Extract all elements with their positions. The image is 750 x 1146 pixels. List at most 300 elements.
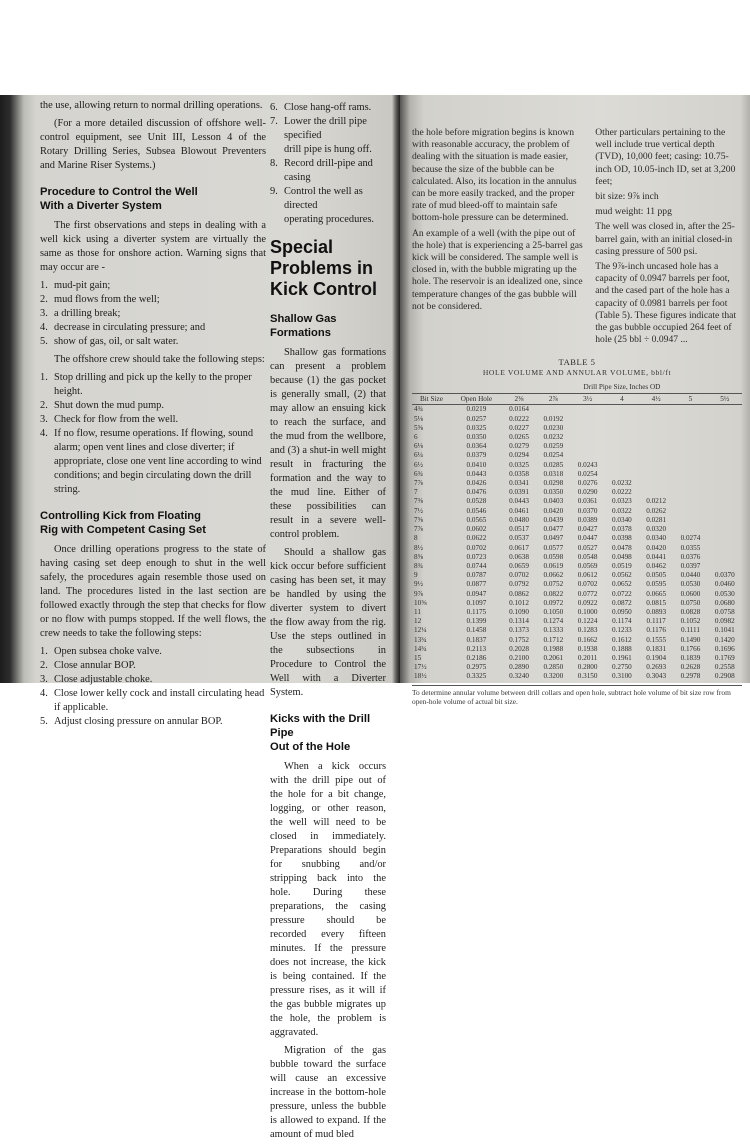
- volume-cell: 0.0361: [577, 497, 598, 506]
- list-number: 1.: [40, 372, 48, 383]
- volume-cell: 0.0355: [680, 543, 701, 552]
- list-number: 9.: [270, 186, 278, 197]
- volume-cell: 0.0192: [543, 414, 564, 423]
- continued-step-item: [270, 101, 386, 115]
- volume-cell: [708, 479, 742, 488]
- bit-size-cell: 10⅝: [414, 598, 427, 607]
- diverter-paragraph: The first observations and steps in dealing with a well kick using a diverter system are virtually the same as those for onshore action. Warning signs that may occur are -: [40, 220, 266, 273]
- volume-cell: 0.0212: [646, 497, 667, 506]
- volume-cell: 0.0723: [466, 552, 487, 561]
- volume-cell: 0.0947: [466, 589, 487, 598]
- volume-cell: [673, 424, 707, 433]
- volume-cell: 0.0828: [680, 607, 701, 616]
- volume-cell: [639, 470, 673, 479]
- volume-cell: 0.2628: [680, 663, 701, 672]
- intro-note: (For a more detailed discussion of offshore well-control equipment, see Unit III, Lesson 4 of the Rotary Drilling Series, Subsea Blowout Preventers and Marine Riser Systems.): [40, 118, 266, 171]
- list-number: 4.: [40, 428, 48, 439]
- table-row: [412, 488, 742, 497]
- list-number: 7.: [270, 116, 278, 127]
- list-number: 3.: [40, 674, 48, 685]
- bubble-migration-paragraph: the hole before migration begins is known with reasonable accuracy, the problem of dealing with the situation is made easier, because the size of the bubble can be calculated. Also, its location in the annulus can be more easily tracked, and the proper rate of mud bleed-off to maintain safe bottom-hole pressure can be determined.: [412, 127, 577, 224]
- hole-volume-table: [412, 382, 742, 681]
- volume-cell: 0.0519: [612, 561, 632, 570]
- table-row: [412, 553, 742, 562]
- volume-cell: [639, 433, 673, 442]
- volume-cell: 0.0262: [646, 506, 667, 515]
- volume-cell: 0.0265: [509, 433, 529, 442]
- bit-size-cell: 7⅜: [414, 497, 423, 506]
- floating-rig-paragraph: Once drilling operations progress to the state of having casing set deep enough to shut in the well safely, the procedures again resemble those used on land. The procedures listed in the last section are followed exactly through the step that checks for flow or no flow with pumps stopped. If the well flows, the crew needs to take the following steps:: [40, 544, 266, 639]
- volume-cell: 0.0792: [509, 580, 529, 589]
- volume-cell: 0.0877: [466, 580, 487, 589]
- floating-rig-step-item: [40, 673, 266, 687]
- volume-cell: 0.1373: [509, 626, 529, 635]
- volume-cell: [673, 470, 707, 479]
- list-text: Open subsea choke valve.: [54, 646, 162, 657]
- list-text: Record drill-pipe and casing: [284, 158, 373, 183]
- volume-cell: 0.0548: [577, 552, 598, 561]
- volume-cell: 0.0370: [577, 506, 598, 515]
- heading-line: Procedure to Control the Well: [40, 186, 198, 198]
- volume-cell: 0.0410: [466, 460, 487, 469]
- volume-cell: 0.0517: [509, 525, 529, 534]
- right-page: [400, 95, 750, 707]
- volume-cell: [605, 405, 639, 415]
- volume-cell: 0.0420: [646, 543, 667, 552]
- table-header-spacer: [412, 382, 451, 393]
- continued-steps-list: [270, 101, 386, 227]
- list-text: Shut down the mud pump.: [54, 400, 164, 411]
- volume-cell: 0.1769: [714, 653, 735, 662]
- volume-cell: 0.0325: [509, 460, 529, 469]
- volume-cell: 0.0441: [646, 552, 667, 561]
- table-row: [412, 608, 742, 617]
- list-text: Stop drilling and pick up the kelly to the proper height.: [54, 372, 252, 397]
- subheading-shallow-gas: Shallow Gas Formations: [270, 313, 337, 339]
- table-row: [412, 470, 742, 479]
- volume-cell: 0.0391: [509, 488, 529, 497]
- volume-cell: [639, 424, 673, 433]
- volume-cell: 0.0972: [543, 598, 564, 607]
- list-number: 3.: [40, 308, 48, 319]
- floating-rig-step-item: [40, 645, 266, 659]
- volume-cell: [708, 488, 742, 497]
- table-row: [412, 525, 742, 534]
- bit-size-cell: 9: [414, 571, 418, 580]
- volume-cell: [605, 451, 639, 460]
- volume-cell: [673, 525, 707, 534]
- volume-cell: 0.1612: [612, 635, 632, 644]
- volume-cell: 0.0376: [680, 552, 701, 561]
- table-column-header: 4: [605, 393, 639, 405]
- volume-cell: 0.3150: [577, 672, 598, 681]
- warning-sign-item: [40, 293, 266, 307]
- list-text: Close annular BOP.: [54, 660, 136, 671]
- right-text-columns: [412, 127, 742, 349]
- volume-cell: 0.0364: [466, 442, 487, 451]
- left-page: [0, 95, 400, 1140]
- table-title: TABLE 5: [558, 357, 596, 368]
- volume-cell: 0.2558: [714, 663, 735, 672]
- volume-cell: 0.1174: [612, 617, 632, 626]
- table-column-header: 2⅞: [536, 393, 570, 405]
- volume-cell: [605, 470, 639, 479]
- volume-cell: 0.0787: [466, 571, 487, 580]
- heading-line: Out of the Hole: [270, 741, 351, 753]
- volume-cell: [673, 507, 707, 516]
- table-footnote: To determine annular volume between drill collars and open hole, subtract hole volume of bit size row from open-hole volume of actual bit size.: [412, 685, 742, 707]
- volume-cell: 0.0358: [509, 469, 529, 478]
- table-row: [412, 654, 742, 663]
- bit-size-cell: 7: [414, 488, 418, 497]
- warning-signs-list: [40, 279, 266, 349]
- volume-cell: 0.0461: [509, 506, 529, 515]
- table-row: [412, 672, 742, 681]
- list-text: Adjust closing pressure on annular BOP.: [54, 716, 223, 727]
- volume-cell: [708, 415, 742, 424]
- volume-cell: 0.0498: [612, 552, 632, 561]
- volume-cell: 0.0322: [612, 506, 632, 515]
- volume-cell: 0.1904: [646, 653, 667, 662]
- table-row: [412, 461, 742, 470]
- volume-cell: 0.3043: [646, 672, 667, 681]
- continued-step-item: [270, 213, 386, 227]
- volume-cell: 0.1050: [543, 607, 564, 616]
- bit-size-cell: 7⅝: [414, 515, 423, 524]
- section-heading-diverter: [40, 185, 266, 213]
- volume-cell: 0.0281: [646, 515, 667, 524]
- volume-cell: 0.1012: [509, 598, 529, 607]
- bit-size-cell: 14¾: [414, 644, 427, 653]
- volume-cell: 0.0772: [577, 589, 598, 598]
- list-text: Close hang-off rams.: [284, 102, 372, 113]
- volume-cell: 0.0527: [577, 543, 598, 552]
- volume-cell: 0.0274: [680, 534, 701, 543]
- well-particulars-paragraph: Other particulars pertaining to the well include true vertical depth (TVD), 10,000 feet; casing: 10.75-inch OD, 10.05-inch ID, set at 3,200 feet;: [595, 127, 736, 187]
- drill-pipe-out-paragraph-2: Migration of the gas bubble toward the surface will cause an excessive increase in the bottom-hole pressure, unless the bubble is allowed to expand. If the amount of mud bled: [270, 1045, 386, 1140]
- volume-cell: [639, 415, 673, 424]
- volume-cell: 0.0222: [509, 414, 529, 423]
- volume-cell: 0.0665: [646, 589, 667, 598]
- table-row: [412, 516, 742, 525]
- volume-cell: 0.0257: [466, 414, 487, 423]
- book-photo: [0, 95, 750, 1140]
- table-row: [412, 424, 742, 433]
- volume-cell: [708, 442, 742, 451]
- bit-size-cell: 6¼: [414, 451, 423, 460]
- table-column-header: 4½: [639, 393, 673, 405]
- table-header-row: [412, 393, 742, 405]
- volume-cell: 0.1458: [466, 626, 487, 635]
- volume-cell: 0.0232: [612, 479, 632, 488]
- volume-cell: 0.1176: [646, 626, 666, 635]
- list-number: 2.: [40, 660, 48, 671]
- volume-cell: 0.0318: [543, 469, 564, 478]
- volume-cell: 0.1831: [646, 644, 667, 653]
- bit-size-cell: 9⅞: [414, 589, 423, 598]
- list-number: 8.: [270, 158, 278, 169]
- table-row: [412, 544, 742, 553]
- bit-size-cell: 8¾: [414, 561, 423, 570]
- volume-cell: [673, 415, 707, 424]
- volume-cell: 0.0290: [577, 488, 598, 497]
- list-text: mud flows from the well;: [54, 294, 160, 305]
- volume-cell: 0.0443: [509, 497, 529, 506]
- list-text: Control the well as directed: [284, 186, 363, 211]
- volume-cell: 0.0370: [714, 571, 735, 580]
- volume-cell: 0.0477: [543, 525, 564, 534]
- bit-size-cell: 6⅛: [414, 442, 423, 451]
- warning-sign-item: [40, 321, 266, 335]
- bit-size-cell: 5⅝: [414, 423, 423, 432]
- volume-cell: 0.1333: [543, 626, 564, 635]
- bit-size-cell: 6: [414, 433, 418, 442]
- volume-cell: [639, 405, 673, 415]
- volume-cell: 0.1117: [646, 617, 666, 626]
- table-header-spacer: [451, 382, 502, 393]
- volume-cell: 0.0478: [612, 543, 632, 552]
- volume-cell: 0.0577: [543, 543, 564, 552]
- volume-cell: [639, 479, 673, 488]
- bit-size-cell: 8⅝: [414, 552, 423, 561]
- volume-cell: 0.0259: [543, 442, 564, 451]
- volume-cell: 0.0619: [543, 561, 564, 570]
- bit-size-cell: 7½: [414, 506, 423, 515]
- list-number: 3.: [40, 414, 48, 425]
- volume-cell: 0.1555: [646, 635, 667, 644]
- closed-in-paragraph: The well was closed in, after the 25-barrel gain, with an initial closed-in casing pressure of 500 psi.: [595, 221, 735, 257]
- volume-cell: 0.0447: [577, 534, 598, 543]
- volume-cell: 0.1000: [577, 607, 598, 616]
- table-group-header: Drill Pipe Size, Inches OD: [502, 382, 742, 393]
- volume-cell: 0.1938: [577, 644, 598, 653]
- list-number: 5.: [40, 336, 48, 347]
- table-row: [412, 507, 742, 516]
- volume-cell: 0.0232: [543, 433, 564, 442]
- volume-cell: [708, 424, 742, 433]
- volume-cell: 0.0722: [612, 589, 632, 598]
- list-number: 6.: [270, 102, 278, 113]
- volume-cell: [605, 415, 639, 424]
- list-text: show of gas, oil, or salt water.: [54, 336, 179, 347]
- volume-cell: 0.0872: [612, 598, 632, 607]
- volume-cell: [536, 405, 570, 415]
- volume-cell: [639, 442, 673, 451]
- volume-cell: 0.1839: [680, 653, 701, 662]
- volume-cell: [639, 488, 673, 497]
- mud-weight-line: mud weight: 11 ppg: [595, 206, 672, 218]
- volume-cell: 0.0922: [577, 598, 598, 607]
- volume-cell: [570, 405, 604, 415]
- heading-line: Rig with Competent Casing Set: [40, 524, 206, 536]
- table-row: [412, 405, 742, 415]
- volume-cell: 0.2908: [714, 672, 735, 681]
- floating-rig-step-item: [40, 715, 266, 729]
- volume-cell: [673, 461, 707, 470]
- volume-cell: 0.1041: [714, 626, 735, 635]
- bit-size-cell: 12: [414, 617, 422, 626]
- table-row: [412, 433, 742, 442]
- volume-cell: 0.0243: [577, 460, 598, 469]
- heading-line: With a Diverter System: [40, 200, 162, 212]
- volume-cell: 0.0662: [543, 571, 564, 580]
- volume-cell: [708, 461, 742, 470]
- volume-cell: 0.0460: [714, 580, 735, 589]
- table-column-header: 3½: [570, 393, 604, 405]
- diverter-paragraph-2: The offshore crew should take the following steps:: [54, 354, 265, 365]
- table-row: [412, 497, 742, 506]
- bit-size-cell: 7⅞: [414, 525, 423, 534]
- volume-cell: 0.0638: [509, 552, 529, 561]
- volume-cell: 0.0862: [509, 589, 529, 598]
- volume-cell: 0.0320: [646, 525, 667, 534]
- shallow-gas-paragraph-2: Should a shallow gas kick occur before sufficient casing has been set, it may be handled by using the diverter system to divert the flow away from the rig. Use the steps outlined in the subsections in Procedure to Control the Well with a Diverter System.: [270, 547, 386, 698]
- diverter-step-item: [40, 427, 266, 497]
- diverter-step-item: [40, 371, 266, 399]
- list-number: 1.: [40, 646, 48, 657]
- volume-cell: 0.0744: [466, 561, 487, 570]
- volume-cell: [708, 544, 742, 553]
- list-text: Close adjustable choke.: [54, 674, 153, 685]
- bit-size-cell: 5⅛: [414, 414, 423, 423]
- volume-cell: 0.1314: [509, 617, 529, 626]
- table-column-header: 5: [673, 393, 707, 405]
- volume-cell: 0.0254: [577, 469, 598, 478]
- table-row: [412, 663, 742, 672]
- list-text: Check for flow from the well.: [54, 414, 179, 425]
- volume-cell: [708, 497, 742, 506]
- bit-size-cell: 9½: [414, 580, 423, 589]
- table-row: [412, 415, 742, 424]
- volume-cell: 0.0950: [612, 607, 632, 616]
- volume-cell: [708, 534, 742, 543]
- chapter-heading-line: Kick Control: [270, 279, 378, 299]
- table-row: [412, 599, 742, 608]
- table-row: [412, 645, 742, 654]
- volume-cell: 0.0750: [680, 598, 701, 607]
- volume-cell: 0.2693: [646, 663, 667, 672]
- volume-cell: [673, 442, 707, 451]
- volume-cell: 0.1696: [714, 644, 735, 653]
- volume-cell: 0.0340: [646, 534, 667, 543]
- volume-cell: 0.0340: [612, 515, 632, 524]
- right-content: [412, 127, 742, 707]
- volume-cell: 0.0227: [509, 423, 529, 432]
- floating-rig-step-item: [40, 687, 266, 715]
- volume-cell: 0.0219: [466, 405, 487, 414]
- volume-cell: 0.1052: [680, 617, 701, 626]
- table-row: [412, 617, 742, 626]
- list-text: mud-pit gain;: [54, 280, 111, 291]
- volume-cell: [570, 442, 604, 451]
- volume-cell: 0.0379: [466, 451, 487, 460]
- continued-step-item: [270, 185, 386, 213]
- table-column-header: Bit Size: [412, 393, 451, 405]
- volume-cell: 0.0476: [466, 488, 487, 497]
- volume-cell: [570, 424, 604, 433]
- intro-text: the use, allowing return to normal drilling operations.: [40, 100, 263, 111]
- table-column-header: 2⅜: [502, 393, 536, 405]
- shallow-gas-paragraph: Shallow gas formations can present a problem because (1) the gas pocket is generally small, (2) that may allow an ensuing kick to reach the surface, and the mud from the wellbore, and (3) a shut-in well might result in fracturing the formation and the way to the mud line. Either of these possibilities can result in a severe well-control problem.: [270, 347, 386, 540]
- list-number: 1.: [40, 280, 48, 291]
- volume-cell: 0.0398: [612, 534, 632, 543]
- volume-cell: [673, 433, 707, 442]
- volume-cell: 0.1837: [466, 635, 487, 644]
- volume-cell: 0.0403: [543, 497, 564, 506]
- volume-cell: 0.1097: [466, 598, 487, 607]
- volume-cell: 0.1988: [543, 644, 564, 653]
- table-row: [412, 636, 742, 645]
- volume-cell: 0.0350: [466, 433, 487, 442]
- volume-cell: 0.1090: [509, 607, 529, 616]
- volume-cell: 0.0497: [543, 534, 564, 543]
- volume-cell: 0.0285: [543, 460, 564, 469]
- list-text: Lower the drill pipe specified: [284, 116, 367, 141]
- table-row: [412, 626, 742, 635]
- volume-cell: 0.0652: [612, 580, 632, 589]
- list-text: Close lower kelly cock and install circulating head if applicable.: [54, 688, 265, 713]
- volume-cell: 0.0164: [509, 405, 529, 414]
- volume-cell: 0.1233: [612, 626, 632, 635]
- list-number: 4.: [40, 688, 48, 699]
- volume-cell: [639, 451, 673, 460]
- volume-cell: [708, 433, 742, 442]
- volume-cell: 0.0982: [714, 617, 735, 626]
- bit-size-cell: 13¾: [414, 635, 427, 644]
- list-text: If no flow, resume operations. If flowing, sound alarm; open vent lines and close diverter; if appropriate, close one vent line according to wind conditions; and begin circulating down the drill string.: [54, 428, 262, 495]
- volume-cell: 0.0546: [466, 506, 487, 515]
- table-column-header: 5½: [708, 393, 742, 405]
- volume-cell: 0.0350: [543, 488, 564, 497]
- volume-cell: [708, 507, 742, 516]
- continued-step-item: [270, 115, 386, 143]
- volume-cell: 0.1752: [509, 635, 529, 644]
- volume-cell: [673, 451, 707, 460]
- volume-cell: 0.1420: [714, 635, 735, 644]
- volume-cell: [673, 488, 707, 497]
- volume-cell: 0.2186: [466, 653, 487, 662]
- volume-cell: 0.3100: [612, 672, 632, 681]
- table-row: [412, 590, 742, 599]
- subheading-drill-pipe-out: [270, 712, 386, 754]
- volume-cell: [708, 525, 742, 534]
- example-well-paragraph: An example of a well (with the pipe out of the hole) that is experiencing a 25-barrel gas kick will be considered. The sample well is closed in, with the bubble migrating up the hole. The reservoir is an idealized one, since temperature changes of the gas bubble will not be considered.: [412, 227, 583, 312]
- volume-cell: 0.0659: [509, 561, 529, 570]
- volume-cell: 0.0427: [577, 525, 598, 534]
- volume-cell: 0.1766: [680, 644, 701, 653]
- volume-cell: 0.0230: [543, 423, 564, 432]
- volume-cell: 0.1490: [680, 635, 701, 644]
- volume-cell: [605, 442, 639, 451]
- volume-cell: 0.1888: [612, 644, 632, 653]
- list-text: drill pipe is hung off.: [284, 144, 372, 155]
- volume-cell: [673, 405, 707, 415]
- chapter-heading: [270, 237, 386, 300]
- volume-cell: 0.0323: [612, 497, 632, 506]
- middle-text-column: [270, 101, 386, 1146]
- volume-cell: 0.0389: [577, 515, 598, 524]
- volume-cell: 0.0325: [466, 423, 487, 432]
- volume-cell: 0.2100: [509, 653, 529, 662]
- table-row: [412, 562, 742, 571]
- volume-cell: 0.0462: [646, 561, 667, 570]
- volume-cell: 0.0595: [646, 580, 667, 589]
- volume-cell: 0.0279: [509, 442, 529, 451]
- volume-cell: 0.0622: [466, 534, 487, 543]
- volume-cell: [673, 497, 707, 506]
- volume-cell: 0.0617: [509, 543, 529, 552]
- bit-size-cell: 17½: [414, 663, 427, 672]
